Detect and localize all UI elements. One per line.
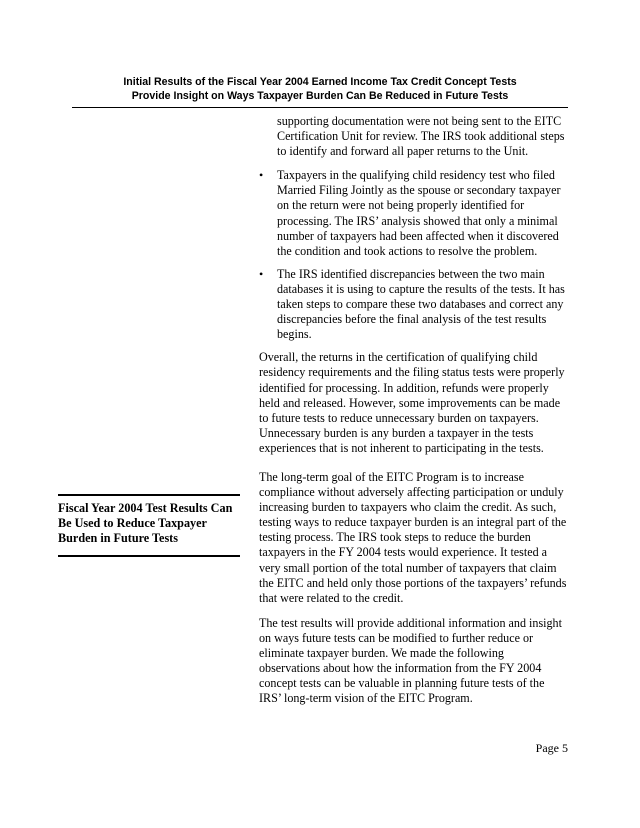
list-item [259,168,568,259]
sidebar-box [58,494,240,557]
header-divider [72,107,568,108]
bullet-icon: • [259,266,264,281]
header-line-1: Initial Results of the Fiscal Year 2004 Earned Income Tax Credit Concept Tests [123,76,517,88]
main-text [259,114,568,716]
list-item [259,267,568,342]
section-heading: Fiscal Year 2004 Test Results Can Be Used to Reduce Taxpayer Burden in Future Tests [58,501,233,545]
body-paragraph: Overall, the returns in the certification of qualifying child residency requirements and the filing status tests were properly identified for processing. In addition, refunds were properly held and released. However, some improvements can be made to future tests to reduce unnecessary burden on taxpayers. Unnecessary burden is any burden a taxpayer in the tests experiences that is not inherent to participating in the tests. [259,350,565,455]
bullet-icon: • [259,168,264,183]
header-line-2: Provide Insight on Ways Taxpayer Burden Can Be Reduced in Future Tests [131,90,509,102]
running-header [72,75,568,103]
continuation-paragraph: supporting documentation were not being sent to the EITC Certification Unit for review. The IRS took additional steps to identify and forward all paper returns to the Unit. [277,114,565,159]
bullet-text: The IRS identified discrepancies between the two main databases it is using to capture the results of the tests. It has taken steps to compare these two databases and correct any discrepancies before the final analysis of the test results begins. [277,266,565,342]
body-paragraph: The long-term goal of the EITC Program is to increase compliance without adversely affecting participation or unduly increasing burden to taxpayers who claim the credit. As such, testing ways to reduce taxpayer burden is an integral part of the testing process. The IRS took steps to reduce the burden taxpayers in the FY 2004 tests would experience. It tested a very small portion of the total number of taxpayers that claim the EITC and held only those portions of the taxpayers’ refunds that were related to the credit. [259,469,567,605]
bullet-list [259,168,568,342]
sidebar-bottom-rule [58,555,240,557]
sidebar-top-rule [58,494,240,496]
page-number: Page 5 [535,741,568,755]
body-paragraph: The test results will provide additional information and insight on ways future tests can be modified to further reduce or eliminate taxpayer burden. We made the following observations about how the information from the FY 2004 concept tests can be valuable in planning future tests of the IRS’ long-term vision of the EITC Program. [259,615,562,706]
bullet-text: Taxpayers in the qualifying child residency test who filed Married Filing Jointly as the spouse or secondary taxpayer on the return were not being properly identified for processing. The IRS’ analysis showed that only a minimal number of taxpayers had been affected when it discovered the condition and took actions to resolve the problem. [277,168,561,258]
